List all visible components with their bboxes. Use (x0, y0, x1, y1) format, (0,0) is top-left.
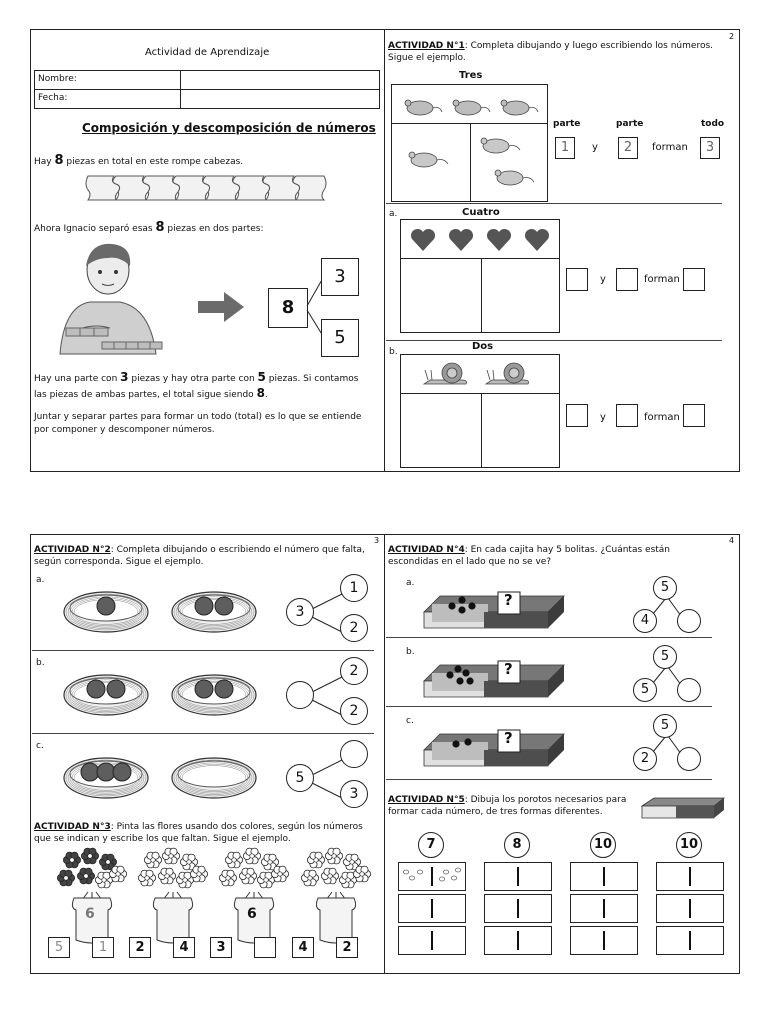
example-part-2-box: 2 (618, 137, 638, 159)
activity1-a-marker: a. (389, 209, 398, 219)
activity5-box-divider (517, 867, 519, 886)
question-mark-label: ? (504, 729, 513, 747)
page-divider-top (384, 29, 385, 471)
intro-line-2-pre: Ahora Ignacio separó esas (34, 224, 153, 234)
activity2-total-circle: 3 (286, 598, 314, 626)
intro-line-2-post: piezas en dos partes: (167, 224, 264, 234)
activity5-box-divider (431, 931, 433, 950)
activity5-box-divider (603, 867, 605, 886)
activity4-left-circle: 5 (633, 678, 657, 702)
basket-right-icon (170, 580, 258, 636)
activity5-number-circle: 10 (676, 832, 702, 858)
hearts-group (410, 227, 552, 253)
activity3-vase-total: 6 (247, 906, 257, 922)
activity1-a-table-divider-v (481, 258, 482, 333)
activity2-top-circle[interactable] (340, 740, 368, 768)
activity5-box-divider (603, 931, 605, 950)
intro-line-1-post: piezas en total en este rompe cabezas. (66, 157, 244, 167)
activity5-box-divider (517, 899, 519, 918)
activity5-box-divider (603, 899, 605, 918)
activity1-a-part-1-input[interactable] (566, 268, 588, 291)
example-beans-drawing (398, 864, 466, 888)
explanation-line-2 (34, 386, 268, 400)
activity5-number-circle: 8 (504, 832, 530, 858)
activity1-a-y: y (600, 274, 606, 285)
definition-line-1: Juntar y separar partes para formar un todo (total) es lo que se entiende (34, 412, 362, 422)
activity2-bottom-circle: 3 (340, 780, 368, 808)
page-heading: Composición y descomposición de números (82, 121, 376, 135)
activity3-instruction-line-1 (34, 822, 363, 832)
activity1-b-part-1-input[interactable] (566, 404, 588, 427)
activity4-row-marker: b. (406, 647, 415, 657)
ball-box-illustration (422, 653, 566, 699)
activity5-number-circle: 7 (418, 832, 444, 858)
activity3-instruction-line-2: que se indican y escribe los que faltan. Sigue el ejemplo. (34, 834, 291, 844)
activity3-label: ACTIVIDAD N°3 (34, 822, 111, 832)
activity4-left-circle: 4 (633, 609, 657, 633)
activity2-top-circle: 2 (340, 657, 368, 685)
activity4-row-marker: c. (406, 716, 414, 726)
name-field[interactable] (180, 70, 380, 90)
activity2-top-circle: 1 (340, 574, 368, 602)
ball-box-illustration (422, 722, 566, 768)
definition-line-2: por componer y descomponer números. (34, 425, 215, 435)
basket-left-icon (62, 746, 150, 802)
activity1-a-title: Cuatro (462, 207, 500, 218)
activity4-right-circle[interactable] (677, 609, 701, 633)
activity1-instruction-text: : Completa dibujando y luego escribiendo los números. (464, 41, 714, 51)
name-label: Nombre: (38, 74, 77, 84)
explanation-number-8: 8 (256, 386, 265, 400)
activity2-bottom-circle: 2 (340, 614, 368, 642)
activity5-instruction-line-1 (388, 795, 626, 805)
activity4-top-circle: 5 (653, 645, 677, 669)
diagram-part-a-box: 3 (321, 258, 359, 296)
activity5-box-divider (431, 899, 433, 918)
explanation-line-1 (34, 370, 358, 384)
activity1-b-title: Dos (472, 341, 494, 352)
activity4-left-circle: 2 (633, 747, 657, 771)
activity3-instruction-text: : Pinta las flores usando dos colores, según los números (110, 822, 363, 832)
activity4-instruction-line-1 (388, 545, 670, 555)
intro-line-2-number: 8 (155, 220, 165, 235)
arrow-right-icon (198, 292, 244, 322)
example-y: y (592, 142, 598, 153)
activity3-right-box: 4 (173, 937, 195, 958)
snails-group (422, 360, 538, 388)
activity4-instruction-line-2: escondidas en el lado que no se ve? (388, 557, 552, 567)
puzzle-strip-illustration (86, 170, 326, 206)
flower-vase-icon (296, 848, 376, 948)
activity4-top-circle: 5 (653, 714, 677, 738)
activity1-b-total-input[interactable] (683, 404, 705, 427)
activity5-box-divider (689, 867, 691, 886)
date-label: Fecha: (38, 93, 68, 103)
explanation-text-b: piezas y hay otra parte con (131, 374, 255, 384)
explanation-period: . (264, 390, 268, 400)
activity2-instruction-line-2: según corresponda. Sigue el ejemplo. (34, 557, 204, 567)
activity1-instruction-line-2: Sigue el ejemplo. (388, 53, 466, 63)
example-forman: forman (652, 142, 688, 153)
activity1-b-table-divider-h (400, 393, 560, 394)
activity2-bottom-circle: 2 (340, 697, 368, 725)
activity4-right-circle[interactable] (677, 678, 701, 702)
activity4-separator-1 (386, 637, 712, 638)
activity1-a-table-divider-h (400, 258, 560, 259)
activity3-right-box[interactable] (254, 937, 276, 958)
flower-vase-icon (133, 848, 213, 948)
activity5-box-divider (689, 931, 691, 950)
flower-vase-icon (52, 848, 132, 948)
activity3-vase-total: 6 (85, 906, 95, 922)
activity2-total-circle: 5 (286, 764, 314, 792)
explanation-text-d: las piezas de ambas partes, el total sigue siendo (34, 390, 254, 400)
activity2-row-marker: b. (36, 658, 45, 668)
question-mark-label: ? (504, 660, 513, 678)
page-divider-bottom (384, 534, 385, 973)
diagram-total-box: 8 (268, 288, 308, 328)
activity2-separator-1 (32, 650, 374, 651)
activity5-instruction-line-2: formar cada número, de tres formas diferentes. (388, 807, 603, 817)
activity5-box-divider (517, 931, 519, 950)
activity3-left-box: 5 (48, 937, 70, 958)
activity2-total-circle[interactable] (286, 681, 314, 709)
intro-line-1 (34, 153, 243, 168)
activity1-label: ACTIVIDAD N°1 (388, 41, 465, 51)
activity3-left-box: 2 (129, 937, 151, 958)
activity4-separator-3 (386, 779, 712, 780)
activity1-separator-b (386, 340, 722, 341)
question-mark-label: ? (504, 591, 513, 609)
flower-vase-icon (214, 848, 294, 948)
activity3-right-box: 1 (92, 937, 114, 958)
header-parte-2: parte (616, 119, 644, 129)
page-number-2: 2 (729, 32, 735, 41)
activity2-instruction-line-1 (34, 545, 365, 555)
basket-left-icon (62, 580, 150, 636)
activity2-row-marker: a. (36, 575, 45, 585)
activity4-top-circle: 5 (653, 576, 677, 600)
page-number-4: 4 (729, 536, 735, 545)
mouse-part-1 (404, 148, 454, 170)
example-table-divider-v (470, 123, 471, 202)
activity1-a-total-input[interactable] (683, 268, 705, 291)
activity3-left-box: 4 (292, 937, 314, 958)
activity1-a-part-2-input[interactable] (616, 268, 638, 291)
activity5-number-circle: 10 (590, 832, 616, 858)
example-part-1-box: 1 (555, 137, 575, 159)
activity1-b-marker: b. (389, 347, 398, 357)
activity1-instruction-line-1 (388, 41, 713, 51)
basket-right-icon (170, 663, 258, 719)
diagram-part-b-box: 5 (321, 319, 359, 357)
header-parte-1: parte (553, 119, 581, 129)
activity4-instruction-text: : En cada cajita hay 5 bolitas. ¿Cuántas están (464, 545, 671, 555)
explanation-number-3: 3 (120, 370, 129, 384)
activity4-row-marker: a. (406, 578, 415, 588)
basket-left-icon (62, 663, 150, 719)
example-total-box: 3 (700, 137, 720, 159)
activity1-separator-a (386, 203, 722, 204)
activity-title: Actividad de Aprendizaje (145, 47, 270, 58)
activity2-row-marker: c. (36, 741, 44, 751)
activity4-separator-2 (386, 706, 712, 707)
activity5-instruction-text: : Dibuja los porotos necesarios para (464, 795, 627, 805)
activity4-label: ACTIVIDAD N°4 (388, 545, 465, 555)
explanation-text-a: Hay una parte con (34, 374, 118, 384)
activity4-right-circle[interactable] (677, 747, 701, 771)
activity3-right-box: 2 (336, 937, 358, 958)
activity1-b-forman: forman (644, 412, 680, 423)
activity3-left-box: 3 (210, 937, 232, 958)
intro-line-1-number: 8 (54, 153, 64, 168)
page-number-3: 3 (374, 536, 380, 545)
date-field[interactable] (180, 89, 380, 109)
activity5-label: ACTIVIDAD N°5 (388, 795, 465, 805)
activity1-b-y: y (600, 412, 606, 423)
explanation-number-5: 5 (257, 370, 266, 384)
activity1-b-table-divider-v (481, 393, 482, 468)
header-todo: todo (701, 119, 725, 129)
bean-box-icon (640, 792, 728, 822)
activity2-instruction-text: : Completa dibujando o escribiendo el número que falta, (110, 545, 365, 555)
ball-box-illustration (422, 584, 566, 630)
example-title: Tres (459, 70, 483, 81)
basket-right-icon (170, 746, 258, 802)
intro-line-1-pre: Hay (34, 157, 52, 167)
activity5-box-divider (689, 899, 691, 918)
intro-line-2 (34, 220, 264, 235)
activity1-b-part-2-input[interactable] (616, 404, 638, 427)
mice-part-2 (476, 134, 536, 192)
explanation-text-c: piezas. Si contamos (268, 374, 359, 384)
activity1-a-forman: forman (644, 274, 680, 285)
boy-with-puzzle-illustration (50, 236, 172, 356)
activity2-label: ACTIVIDAD N°2 (34, 545, 111, 555)
activity2-separator-2 (32, 733, 374, 734)
mice-group-whole (398, 92, 543, 120)
